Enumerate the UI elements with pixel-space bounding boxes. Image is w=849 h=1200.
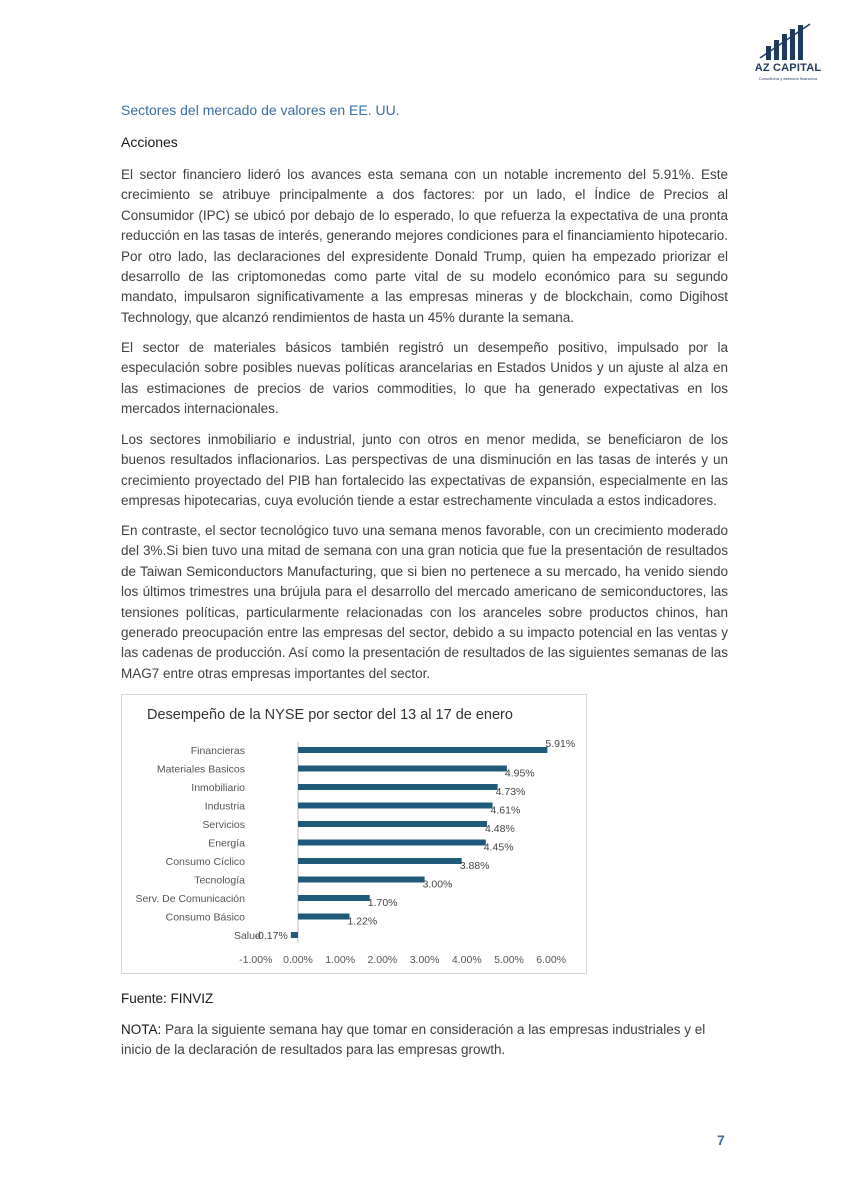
bar [298,803,493,809]
bar [298,747,547,753]
value-label: 1.70% [367,897,398,909]
bar [298,784,498,790]
page-number: 7 [717,1132,725,1148]
x-tick-label: -1.00% [239,954,273,966]
category-label: Servicios [202,819,245,831]
value-label: 4.45% [483,841,514,854]
company-logo [752,22,824,82]
x-tick-label: 3.00% [409,954,440,966]
chart-title: Desempeño de la NYSE por sector del 13 al 17 de enero [147,707,513,723]
category-label: Salud [233,930,261,942]
value-label: 4.48% [485,823,515,835]
value-label: 4.61% [490,804,521,817]
source-note: Fuente: FINVIZ [121,991,214,1006]
x-tick-label: 1.00% [325,954,356,966]
x-tick-label: 6.00% [536,954,567,966]
bar [298,766,507,772]
category-label: Industria [204,800,245,813]
building-bars-icon [752,22,824,62]
bar [298,821,487,827]
bar [298,895,370,901]
section-title: Sectores del mercado de valores en EE. UU. [121,102,400,118]
chart-canvas [122,695,586,973]
category-label: Financieras [190,745,245,757]
logo-tagline: Consultoría y asesoría financiera [758,76,818,81]
note-block [121,1020,728,1061]
value-label: 4.95% [504,767,535,780]
logo-name: AZ CAPITAL [754,62,822,74]
paragraph-1: El sector financiero lideró los avances esta semana con un notable incremento del 5.91%. Este crecimiento se atribuye principalmente a dos factores: por un lado, el Índice de Precios al Consumidor (IPC) se ubicó por debajo de lo esperado, lo que refuerza la expectativa de una pronta reducción en las tasas de interés, generando mejores condiciones para el financiamiento hipotecario. Por otro lado, las declaraciones del expresidente Donald Trump, quien ha empezado priorizar el desarrollo de las criptomonedas como parte vital de su modelo económico para su segundo mandato, impulsaron significativamente a las empresas mineras y de blockchain, como Digihost Technology, que alcanzó rendimientos de hasta un 45% durante la semana. [121,167,728,325]
value-label: 3.88% [459,860,490,872]
category-label: Serv. De Comunicación [135,893,245,905]
bar [291,932,298,938]
category-label: Energía [208,837,245,850]
value-label: 5.91% [545,738,576,750]
value-label: -0.17% [254,930,288,942]
category-label: Tecnología [194,874,245,887]
bar [298,858,462,864]
x-tick-label: 0.00% [283,954,313,966]
sector-performance-chart [121,694,587,974]
x-tick-label: 5.00% [494,954,524,966]
bar [298,914,349,920]
subheading: Acciones [121,134,178,150]
category-label: Consumo Cíclico [165,856,245,868]
paragraph-4: En contraste, el sector tecnológico tuvo una semana menos favorable, con un crecimiento moderado del 3%.Si bien tuvo una mitad de semana con una gran noticia que fue la presentación de resultados de Taiwan Semiconductors Manufacturing, que si bien no pertenece a su mercado, ha venido siendo los últimos trimestres una brújula para el desarrollo del mercado americano de semiconductores, las tensiones políticas, particularmente relacionadas con los aranceles sobre productos chinos, han generado preocupación entre las empresas del sector, debido a su impacto potencial en las ventas y las cadenas de producción. Así como la presentación de resultados de las siguientes semanas de las MAG7 entre otras empresas importantes del sector. [121,523,728,681]
paragraph-3: Los sectores inmobiliario e industrial, junto con otros en menor medida, se beneficiaron de los buenos resultados inflacionarios. Las perspectivas de una disminución en las tasas de interés y un crecimiento proyectado del PIB han fortalecido las expectativas de expansión, especialmente en las empresas hipotecarias, cuya evolución tiende a estar estrechamente vinculada a estos indicadores. [121,432,728,509]
bar [298,877,425,883]
category-label: Inmobiliario [191,782,245,794]
x-tick-label: 4.00% [451,954,482,966]
value-label: 1.22% [347,915,378,928]
note-label: NOTA: [121,1022,162,1037]
category-label: Materiales Basicos [156,763,245,776]
value-label: 3.00% [422,878,453,891]
paragraph-2: El sector de materiales básicos también registró un desempeño positivo, impulsado por la especulación sobre posibles nuevas políticas arancelarias en Estados Unidos y un ajuste al alza en las estimaciones de precios de varios commodities, lo que ha generado expectativas en los mercados internacionales. [121,340,728,417]
bar [298,840,486,846]
category-label: Consumo Básico [165,911,245,924]
x-tick-label: 2.00% [367,954,398,966]
note-text: Para la siguiente semana hay que tomar en consideración a las empresas industriales y el inicio de la declaración de resultados para las empresas growth. [121,1022,706,1058]
value-label: 4.73% [495,786,526,798]
